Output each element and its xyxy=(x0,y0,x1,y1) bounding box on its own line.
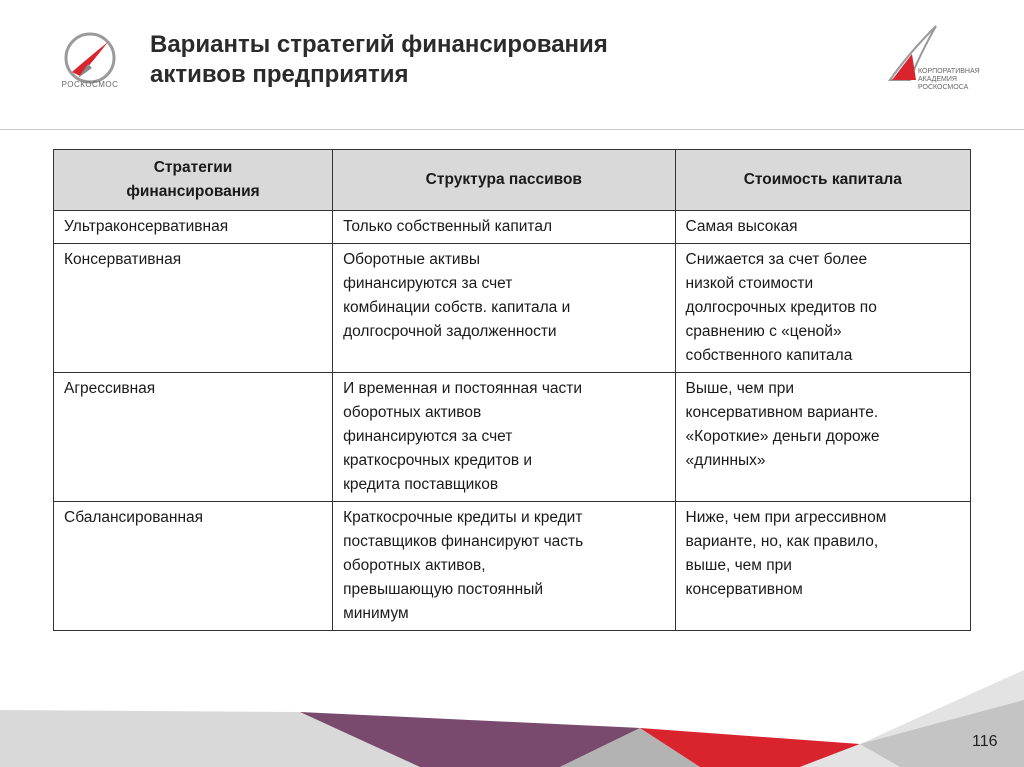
table-cell: Сбалансированная xyxy=(54,502,333,631)
table-cell: Оборотные активы финансируются за счет комбинации собств. капитала и долгосрочной задолженности xyxy=(333,244,675,373)
strategies-table xyxy=(53,149,971,631)
slide-header xyxy=(0,0,1024,130)
column-header-strategy: Стратегии финансирования xyxy=(54,150,333,211)
table-cell: Самая высокая xyxy=(675,211,970,244)
column-header-liabilities: Структура пассивов xyxy=(333,150,675,211)
table-cell: Выше, чем при консервативном варианте. «Короткие» деньги дороже «длинных» xyxy=(675,373,970,502)
table-row xyxy=(54,244,971,373)
table-cell: Только собственный капитал xyxy=(333,211,675,244)
title-line-1: Варианты стратегий финансирования xyxy=(150,31,608,58)
academy-logo-text: КОРПОРАТИВНАЯ АКАДЕМИЯ РОСКОСМОСА xyxy=(918,68,980,91)
table-cell: Ниже, чем при агрессивном варианте, но, как правило, выше, чем при консервативном xyxy=(675,502,970,631)
page-title xyxy=(150,30,608,90)
table-cell: Краткосрочные кредиты и кредит поставщиков финансируют часть оборотных активов, превышающую постоянный минимум xyxy=(333,502,675,631)
table-cell: Агрессивная xyxy=(54,373,333,502)
table-row xyxy=(54,373,971,502)
decorative-footer xyxy=(0,670,1024,767)
table-cell: Консервативная xyxy=(54,244,333,373)
table-cell: Снижается за счет более низкой стоимости долгосрочных кредитов по сравнению с «ценой» собственного капитала xyxy=(675,244,970,373)
column-header-cost: Стоимость капитала xyxy=(675,150,970,211)
table-cell: Ультраконсервативная xyxy=(54,211,333,244)
table-cell: И временная и постоянная части оборотных активов финансируются за счет краткосрочных кредитов и кредита поставщиков xyxy=(333,373,675,502)
header-divider xyxy=(0,129,1024,130)
table-row xyxy=(54,211,971,244)
table-row xyxy=(54,502,971,631)
title-line-2: активов предприятия xyxy=(150,61,409,88)
table-header-row xyxy=(54,150,971,211)
page-number: 116 xyxy=(972,733,998,750)
roscosmos-logo-text: РОСКОСМОС xyxy=(61,80,119,89)
